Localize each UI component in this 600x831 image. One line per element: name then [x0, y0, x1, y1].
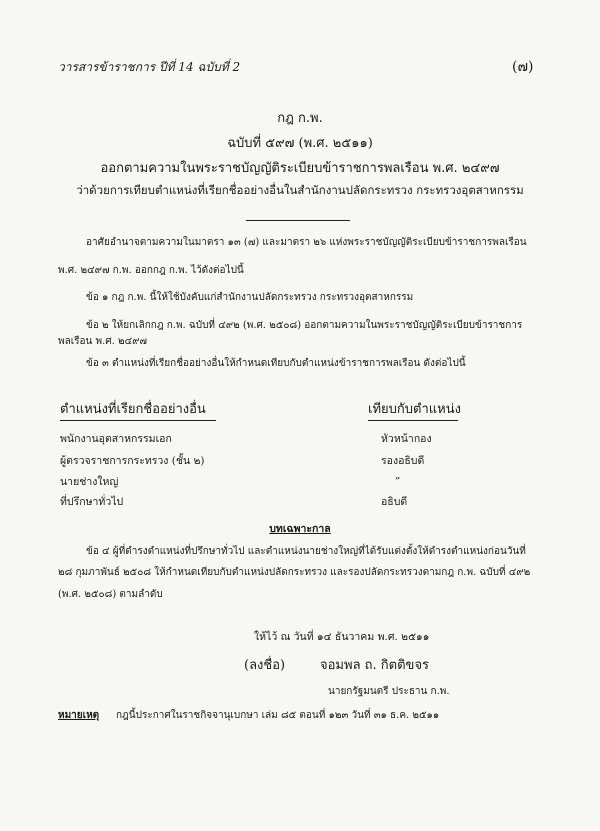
transitory-heading: บทเฉพาะกาล — [269, 523, 331, 535]
clause-2-line-2: พลเรือน พ.ศ. ๒๔๙๗ — [58, 336, 148, 347]
table-header-equivalent: เทียบกับตำแหน่ง — [368, 402, 461, 417]
clause-1: ข้อ ๑ กฎ ก.พ. นี้ให้ใช้บังคับแก่สำนักงานปลัดกระทรวง กระทรวงอุตสาหกรรม — [86, 292, 414, 303]
table-row-equivalent: „ — [395, 469, 401, 481]
table-row-equivalent: อธิบดี — [381, 496, 408, 508]
table-row-name: ผู้ตรวจราชการกระทรวง (ชั้น ๒) — [60, 455, 205, 467]
document-title: กฎ ก.พ. — [277, 111, 323, 126]
paragraph-preamble-line-1: อาศัยอำนาจตามความในมาตรา ๑๓ (๗) และมาตรา ๒๖ แห่งพระราชบัญญัติระเบียบข้าราชการพลเรือน — [86, 237, 527, 248]
clause-4-line-2: ๒๘ กุมภาพันธ์ ๒๕๐๘ ให้กำหนดเทียบกับตำแหน่งปลัดกระทรวง และรองปลัดกระทรวงตามกฎ ก.พ. ฉบับที่ ๔๙๒ — [58, 567, 531, 578]
table-row-name: ที่ปรึกษาทั่วไป — [60, 496, 124, 508]
journal-header: วารสารข้าราชการ ปีที่ 14 ฉบับที่ 2 — [58, 60, 241, 74]
title-divider — [246, 220, 350, 221]
signing-date: ให้ไว้ ณ วันที่ ๑๔ ธันวาคม พ.ศ. ๒๕๑๑ — [254, 631, 430, 643]
signer-position: นายกรัฐมนตรี ประธาน ก.พ. — [328, 686, 450, 697]
page-number: (๗) — [512, 59, 534, 75]
table-header-underline — [368, 420, 458, 421]
table-row-name: พนักงานอุตสาหกรรมเอก — [60, 433, 172, 445]
table-row-name: นายช่างใหญ่ — [60, 476, 119, 488]
signer-name: จอมพล ถ. กิตติขจร — [320, 658, 430, 673]
table-row-equivalent: รองอธิบดี — [381, 455, 425, 467]
table-row-equivalent: หัวหน้ากอง — [381, 433, 432, 445]
signed-label: (ลงชื่อ) — [244, 658, 286, 673]
clause-3: ข้อ ๓ ตำแหน่งที่เรียกชื่ออย่างอื่นให้กำหนดเทียบกับตำแหน่งข้าราชการพลเรือน ดังต่อไปนี้ — [86, 358, 466, 369]
table-header-underline — [60, 420, 216, 421]
document-number: ฉบับที่ ๕๙๗ (พ.ศ. ๒๕๑๑) — [227, 136, 373, 151]
title-line-1: ออกตามความในพระราชบัญญัติระเบียบข้าราชการพลเรือน พ.ศ. ๒๔๙๗ — [100, 161, 500, 176]
paragraph-preamble-line-2: พ.ศ. ๒๔๙๗ ก.พ. ออกกฎ ก.พ. ไว้ดังต่อไปนี้ — [58, 265, 244, 276]
footnote-label: หมายเหตุ — [58, 710, 100, 721]
table-header-position: ตำแหน่งที่เรียกชื่ออย่างอื่น — [60, 402, 206, 417]
footnote-text: กฎนี้ประกาศในราชกิจจานุเบกษา เล่ม ๘๕ ตอนที่ ๑๒๓ วันที่ ๓๑ ธ.ค. ๒๕๑๑ — [116, 710, 440, 721]
clause-2-line-1: ข้อ ๒ ให้ยกเลิกกฎ ก.พ. ฉบับที่ ๔๙๒ (พ.ศ. ๒๕๐๘) ออกตามความในพระราชบัญญัติระเบียบข้าราชการ — [86, 320, 523, 331]
title-line-2: ว่าด้วยการเทียบตำแหน่งที่เรียกชื่ออย่างอื่นในสำนักงานปลัดกระทรวง กระทรวงอุตสาหกรรม — [76, 183, 524, 197]
clause-4-line-3: (พ.ศ. ๒๕๐๘) ตามลำดับ — [58, 589, 163, 600]
clause-4-line-1: ข้อ ๔ ผู้ที่ดำรงตำแหน่งที่ปรึกษาทั่วไป และตำแหน่งนายช่างใหญ่ที่ได้รับแต่งตั้งให้ดำรงตำแหน่งก่อนวันที่ — [86, 546, 526, 557]
